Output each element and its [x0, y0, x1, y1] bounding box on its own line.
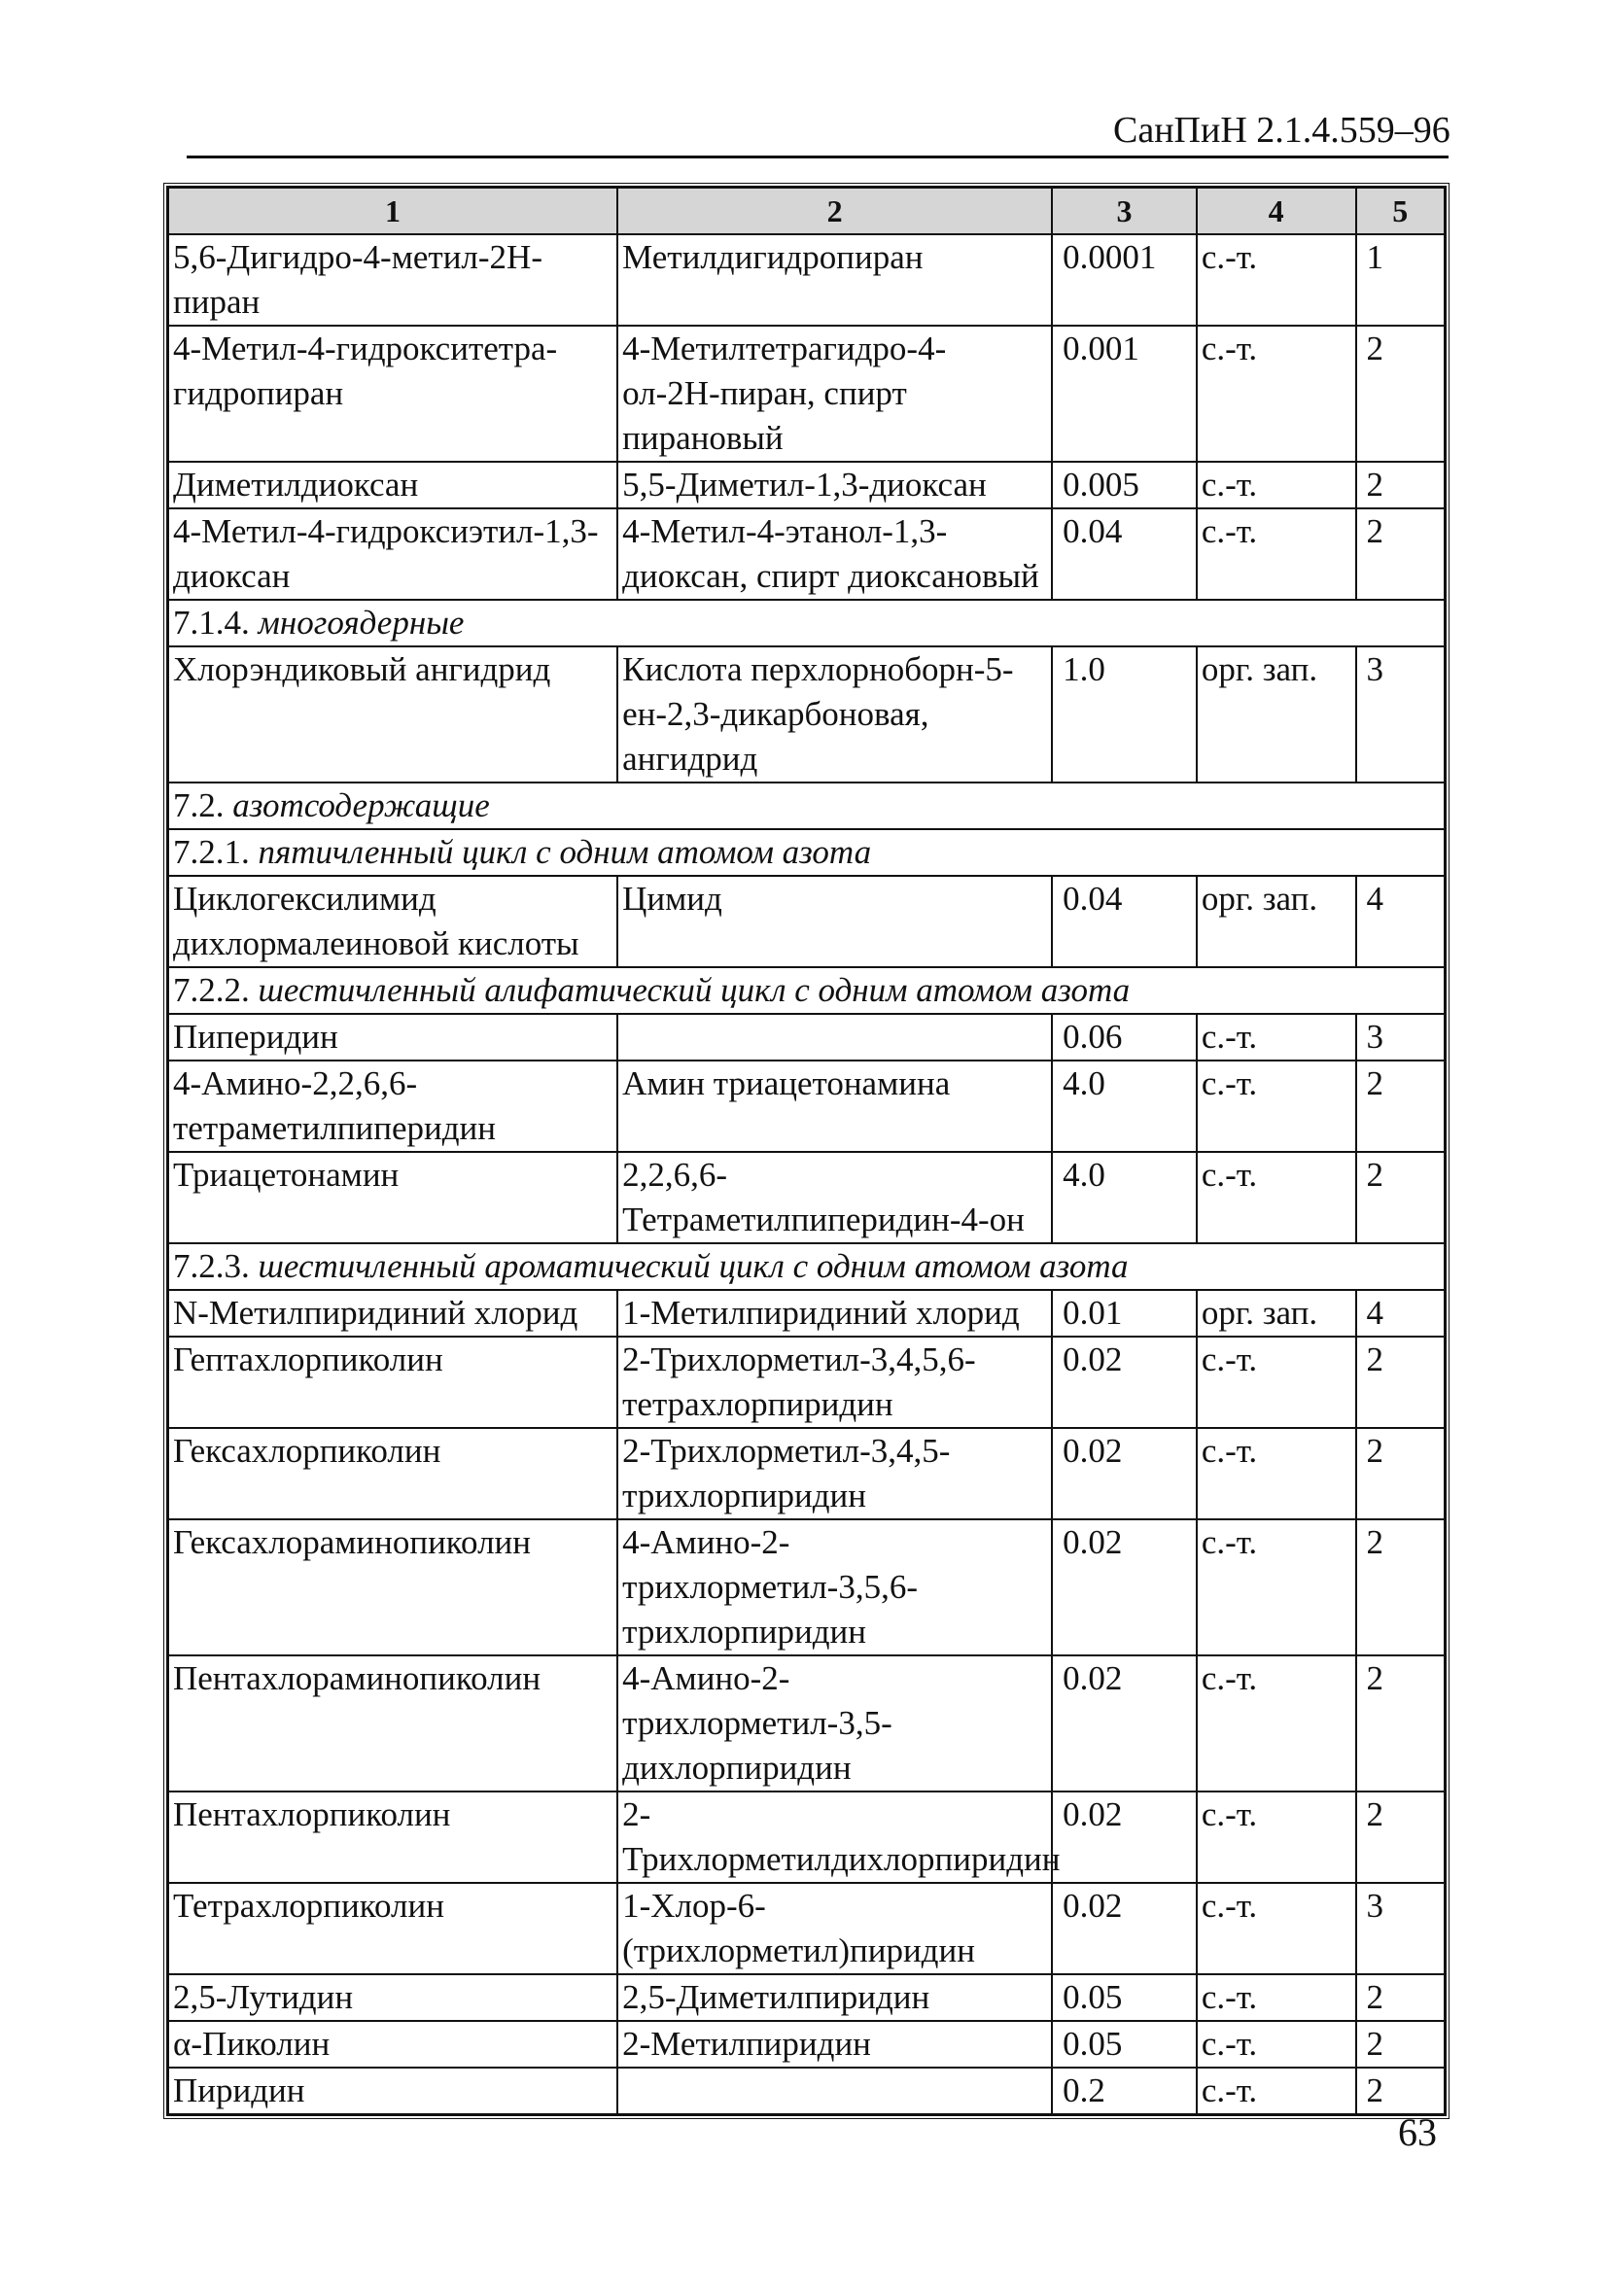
synonym: 2-Трихлорметил-3,4,5,6-тетрахлорпиридин: [617, 1337, 1052, 1428]
substance-name: Хлорэндиковый ангидрид: [168, 646, 617, 783]
table-row: [168, 1519, 1445, 1655]
column-number: 2: [617, 188, 1052, 234]
table-row: [168, 1655, 1445, 1792]
substance-name: 4-Амино-2,2,6,6-тетраметилпиперидин: [168, 1061, 617, 1152]
section-heading: [168, 967, 1445, 1014]
hazard-indicator: с.-т.: [1197, 2021, 1356, 2068]
hazard-indicator: с.-т.: [1197, 2068, 1356, 2114]
synonym: 4-Метил-4-этанол-1,3- диоксан, спирт диоксановый: [617, 508, 1052, 600]
substance-name: Пиридин: [168, 2068, 617, 2114]
concentration-value: 4.0: [1052, 1152, 1197, 1243]
synonym: Амин триацетонамина: [617, 1061, 1052, 1152]
section-heading-row: [168, 967, 1445, 1014]
substance-name: α-Пиколин: [168, 2021, 617, 2068]
section-number: 7.1.4.: [173, 604, 250, 642]
substance-name: Пентахлорпиколин: [168, 1792, 617, 1883]
synonym: 1-Метилпиридиний хлорид: [617, 1290, 1052, 1337]
hazard-class: 4: [1356, 876, 1445, 967]
hazard-indicator: с.-т.: [1197, 1655, 1356, 1792]
hazard-indicator: с.-т.: [1197, 1014, 1356, 1061]
hazard-indicator: с.-т.: [1197, 1152, 1356, 1243]
hazard-class: 2: [1356, 1428, 1445, 1519]
synonym: 2-Трихлорметил-3,4,5-трихлорпиридин: [617, 1428, 1052, 1519]
synonym: 4-Амино-2-трихлорметил-3,5,6-трихлорпиридин: [617, 1519, 1052, 1655]
table-row: [168, 234, 1445, 326]
concentration-value: 1.0: [1052, 646, 1197, 783]
section-number: 7.2.2.: [173, 971, 250, 1009]
substance-name: Гексахлорпиколин: [168, 1428, 617, 1519]
hazard-class: 4: [1356, 1290, 1445, 1337]
hazard-indicator: с.-т.: [1197, 1061, 1356, 1152]
concentration-value: 0.02: [1052, 1428, 1197, 1519]
hazard-class: 2: [1356, 1519, 1445, 1655]
section-title: многоядерные: [258, 604, 465, 642]
substance-name: Триацетонамин: [168, 1152, 617, 1243]
table-row: [168, 1974, 1445, 2021]
synonym: 2,2,6,6-Тетраметилпиперидин-4-он: [617, 1152, 1052, 1243]
concentration-value: 4.0: [1052, 1061, 1197, 1152]
hazard-class: 2: [1356, 326, 1445, 462]
hazard-class: 3: [1356, 1883, 1445, 1974]
hazard-class: 2: [1356, 1655, 1445, 1792]
synonym: [617, 1014, 1052, 1061]
table-row: [168, 1061, 1445, 1152]
column-number-row: [168, 188, 1445, 234]
hazard-class: 1: [1356, 234, 1445, 326]
concentration-value: 0.04: [1052, 508, 1197, 600]
hazard-class: 3: [1356, 1014, 1445, 1061]
concentration-value: 0.0001: [1052, 234, 1197, 326]
synonym: 4-Амино-2-трихлорметил-3,5-дихлорпиридин: [617, 1655, 1052, 1792]
synonym: Цимид: [617, 876, 1052, 967]
concentration-value: 0.04: [1052, 876, 1197, 967]
concentration-value: 0.005: [1052, 462, 1197, 508]
column-number: 1: [168, 188, 617, 234]
section-title: шестичленный ароматический цикл с одним атомом азота: [258, 1247, 1129, 1285]
table-row: [168, 876, 1445, 967]
hazard-class: 2: [1356, 2021, 1445, 2068]
synonym: 5,5-Диметил-1,3-диоксан: [617, 462, 1052, 508]
column-number: 3: [1052, 188, 1197, 234]
hazard-class: 2: [1356, 508, 1445, 600]
substance-name: Гексахлораминопиколин: [168, 1519, 617, 1655]
table-row: [168, 646, 1445, 783]
table-row: [168, 1792, 1445, 1883]
section-number: 7.2.1.: [173, 833, 250, 871]
substance-name: Циклогексилимид дихлормалеиновой кислоты: [168, 876, 617, 967]
synonym: 1-Хлор-6-(трихлорметил)пиридин: [617, 1883, 1052, 1974]
hazard-indicator: с.-т.: [1197, 508, 1356, 600]
concentration-value: 0.05: [1052, 1974, 1197, 2021]
concentration-value: 0.001: [1052, 326, 1197, 462]
concentration-value: 0.02: [1052, 1655, 1197, 1792]
synonym: 4-Метилтетрагидро-4- ол-2Н-пиран, спирт пирановый: [617, 326, 1052, 462]
section-number: 7.2.3.: [173, 1247, 250, 1285]
section-heading: [168, 829, 1445, 876]
concentration-value: 0.2: [1052, 2068, 1197, 2114]
section-heading-row: [168, 829, 1445, 876]
substance-name: Диметилдиоксан: [168, 462, 617, 508]
header-rule: [187, 156, 1449, 158]
concentration-value: 0.05: [1052, 2021, 1197, 2068]
synonym: 2,5-Диметилпиридин: [617, 1974, 1052, 2021]
table-row: [168, 1290, 1445, 1337]
concentration-value: 0.02: [1052, 1792, 1197, 1883]
section-title: азотсодержащие: [232, 786, 490, 824]
table-row: [168, 462, 1445, 508]
section-heading: [168, 600, 1445, 646]
table-row: [168, 1883, 1445, 1974]
section-title: шестичленный алифатический цикл с одним атомом азота: [258, 971, 1131, 1009]
synonym: 2-Метилпиридин: [617, 2021, 1052, 2068]
hazard-indicator: орг. зап.: [1197, 646, 1356, 783]
concentration-value: 0.02: [1052, 1519, 1197, 1655]
section-number: 7.2.: [173, 786, 225, 824]
hazard-indicator: с.-т.: [1197, 462, 1356, 508]
synonym: [617, 2068, 1052, 2114]
substance-name: Пиперидин: [168, 1014, 617, 1061]
substance-name: Тетрахлорпиколин: [168, 1883, 617, 1974]
table-row: [168, 1152, 1445, 1243]
table-row: [168, 2068, 1445, 2114]
hazard-indicator: с.-т.: [1197, 1974, 1356, 2021]
table-row: [168, 1337, 1445, 1428]
section-title: пятичленный цикл с одним атомом азота: [258, 833, 872, 871]
substance-name: Пентахлораминопиколин: [168, 1655, 617, 1792]
hazard-class: 2: [1356, 1152, 1445, 1243]
table-row: [168, 2021, 1445, 2068]
hazard-class: 2: [1356, 462, 1445, 508]
hazard-class: 2: [1356, 1061, 1445, 1152]
section-heading-row: [168, 783, 1445, 829]
section-heading: [168, 1243, 1445, 1290]
hazard-indicator: с.-т.: [1197, 1428, 1356, 1519]
hazard-indicator: с.-т.: [1197, 1883, 1356, 1974]
concentration-value: 0.01: [1052, 1290, 1197, 1337]
table-row: [168, 1014, 1445, 1061]
hazard-indicator: с.-т.: [1197, 234, 1356, 326]
hazard-class: 2: [1356, 1974, 1445, 2021]
substance-name: 2,5-Лутидин: [168, 1974, 617, 2021]
table-row: [168, 1428, 1445, 1519]
hazard-class: 3: [1356, 646, 1445, 783]
hazard-class: 2: [1356, 1792, 1445, 1883]
substance-name: 4-Метил-4-гидроксиэтил-1,3-диоксан: [168, 508, 617, 600]
hazard-indicator: с.-т.: [1197, 1519, 1356, 1655]
hazard-indicator: с.-т.: [1197, 326, 1356, 462]
section-heading-row: [168, 1243, 1445, 1290]
table-row: [168, 508, 1445, 600]
hazard-indicator: орг. зап.: [1197, 876, 1356, 967]
column-number: 4: [1197, 188, 1356, 234]
substances-table: [163, 183, 1450, 2119]
hazard-class: 2: [1356, 2068, 1445, 2114]
hazard-class: 2: [1356, 1337, 1445, 1428]
hazard-indicator: орг. зап.: [1197, 1290, 1356, 1337]
substance-name: 4-Метил-4-гидрокситетра-гидропиран: [168, 326, 617, 462]
synonym: 2-Трихлорметилдихлорпиридин: [617, 1792, 1052, 1883]
document-code: СанПиН 2.1.4.559–96: [1113, 110, 1450, 151]
hazard-indicator: с.-т.: [1197, 1337, 1356, 1428]
substance-name: Гептахлорпиколин: [168, 1337, 617, 1428]
synonym: Метилдигидропиран: [617, 234, 1052, 326]
concentration-value: 0.02: [1052, 1883, 1197, 1974]
concentration-value: 0.02: [1052, 1337, 1197, 1428]
page-number: 63: [1398, 2110, 1437, 2154]
section-heading: [168, 783, 1445, 829]
substance-name: 5,6-Дигидро-4-метил-2Н-пиран: [168, 234, 617, 326]
table-body: [168, 234, 1445, 2114]
synonym: Кислота перхлорноборн-5-ен-2,3-дикарбоновая, ангидрид: [617, 646, 1052, 783]
concentration-value: 0.06: [1052, 1014, 1197, 1061]
column-number: 5: [1356, 188, 1445, 234]
substance-name: N-Метилпиридиний хлорид: [168, 1290, 617, 1337]
hazard-indicator: с.-т.: [1197, 1792, 1356, 1883]
table-row: [168, 326, 1445, 462]
section-heading-row: [168, 600, 1445, 646]
